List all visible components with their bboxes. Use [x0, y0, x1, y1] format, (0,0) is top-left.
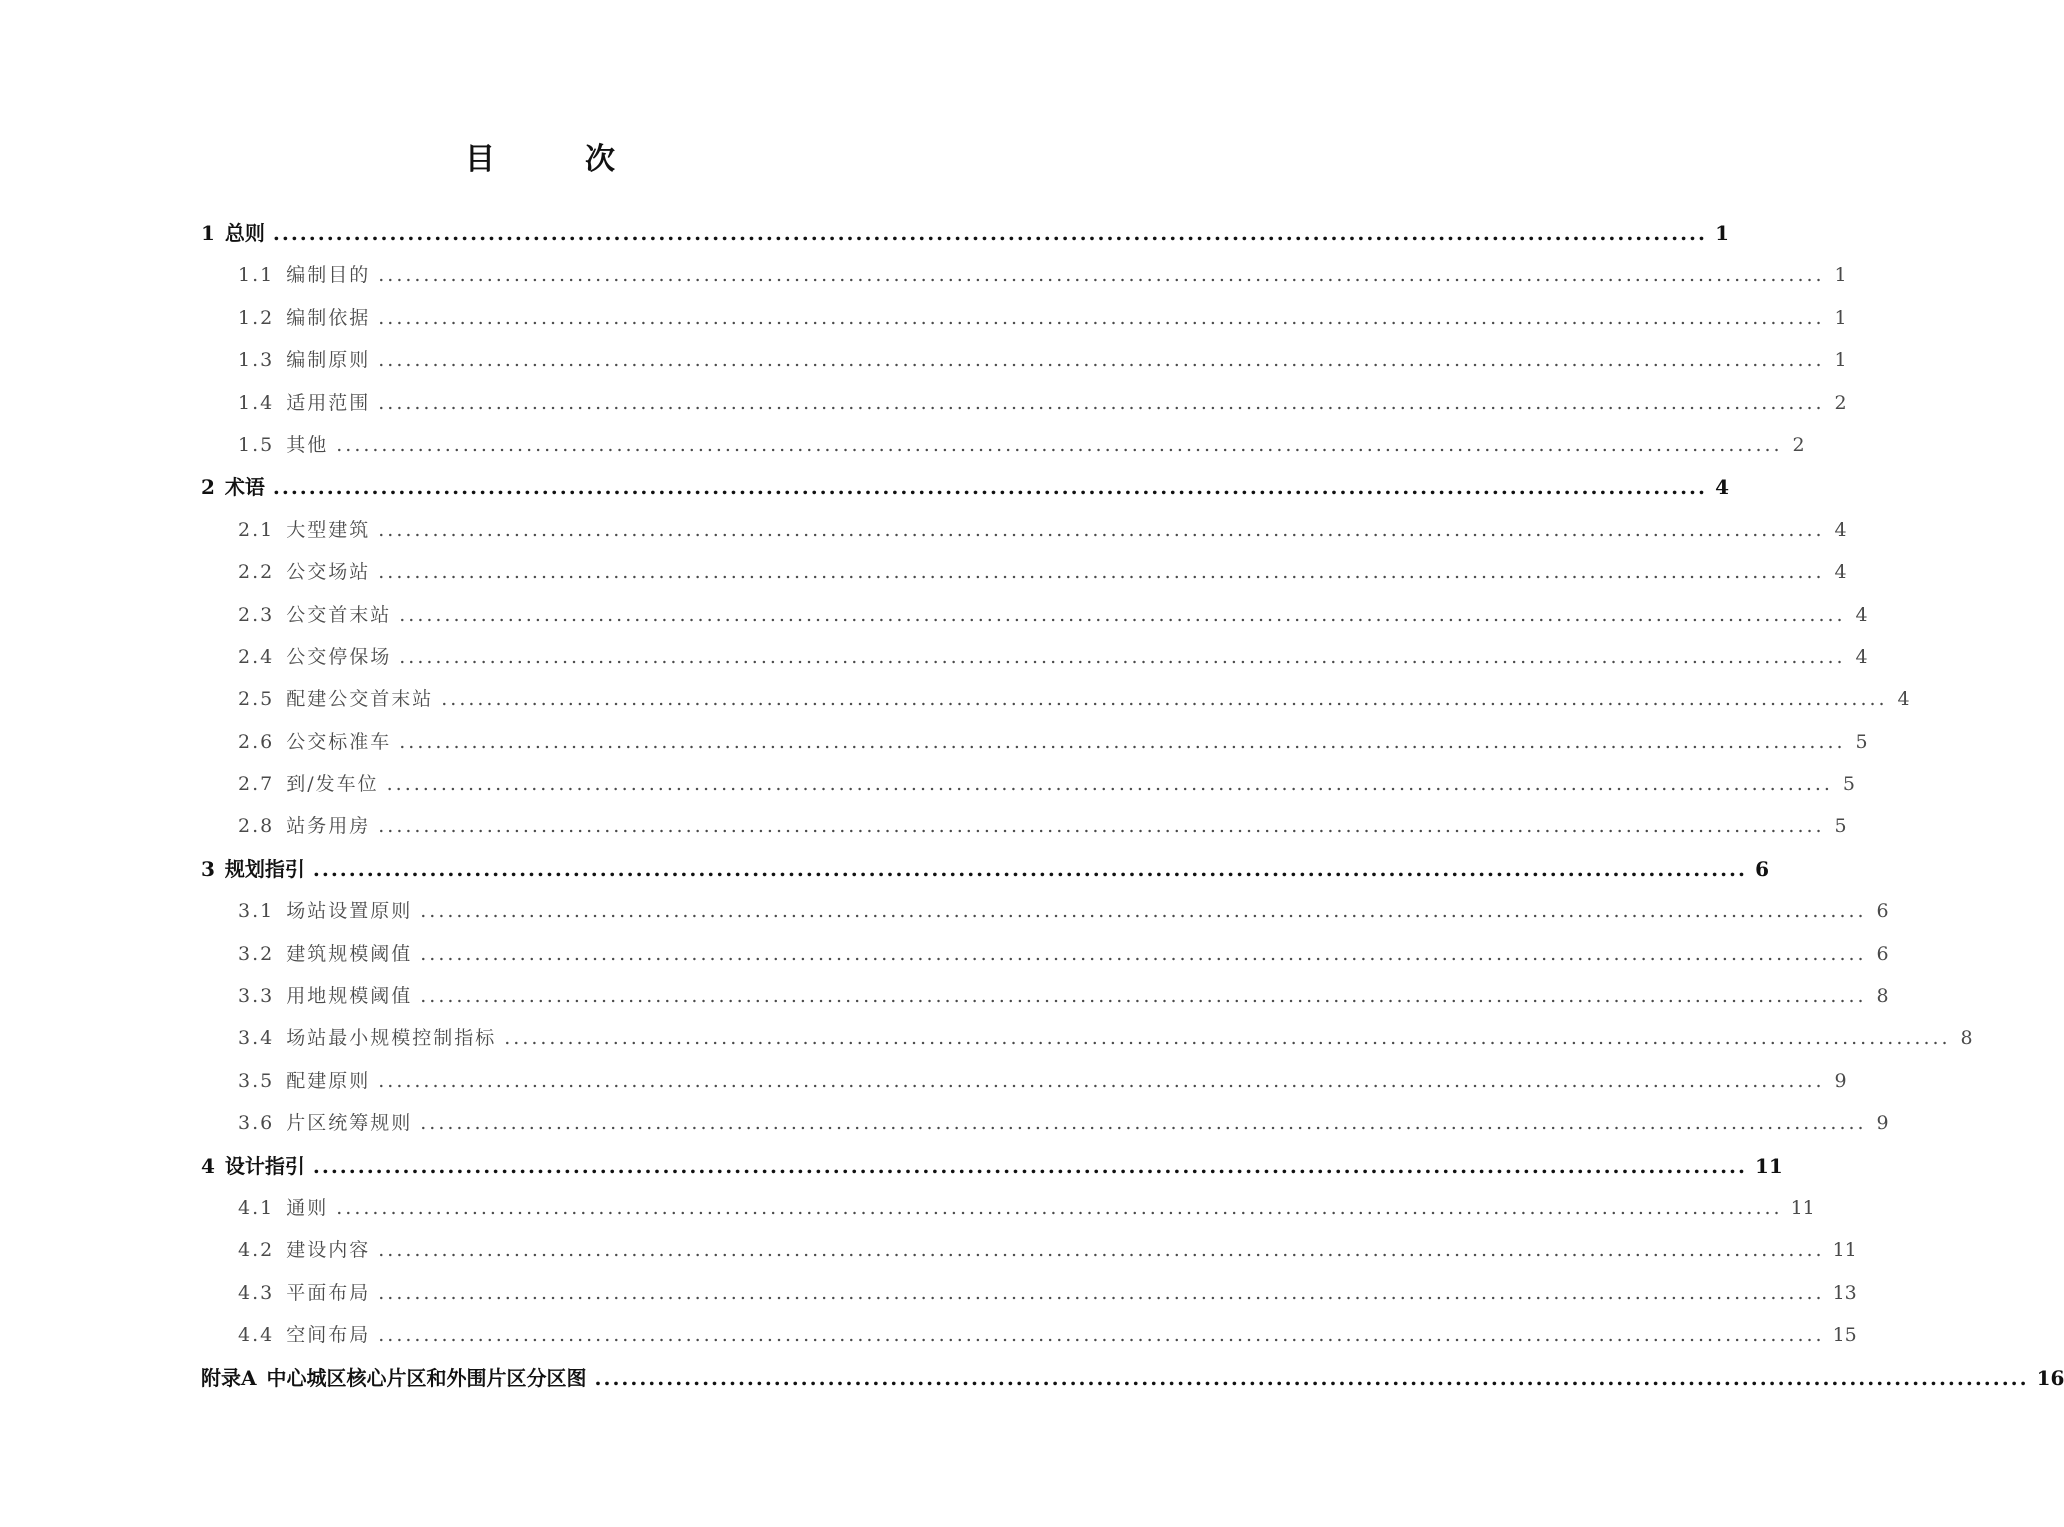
toc-section-entry[interactable] [201, 1017, 1973, 1059]
toc-section-entry[interactable] [201, 1229, 1857, 1271]
toc-section-entry[interactable] [201, 297, 1847, 339]
toc-entry-title: 大型建筑 [286, 518, 371, 541]
toc-entry-page-number: 4 [1855, 645, 1868, 668]
toc-entry-title: 总则 [224, 221, 265, 245]
toc-dot-leader: ................................................................................................................................................................ [378, 518, 1825, 541]
toc-section-entry[interactable] [201, 382, 1847, 424]
toc-dot-leader: ................................................................................................................................................................ [378, 815, 1825, 838]
toc-entry-title: 到/发车位 [286, 773, 379, 796]
toc-entry-title: 公交场站 [286, 561, 371, 584]
toc-section-entry[interactable] [201, 1314, 1857, 1356]
toc-section-entry[interactable] [201, 1187, 1815, 1229]
toc-entry-page-number: 4 [1834, 518, 1847, 541]
toc-entry-number: 2.7 [238, 773, 275, 796]
toc-entry-page-number: 11 [1790, 1196, 1815, 1219]
toc-entry-number: 4 [201, 1153, 215, 1178]
toc-entry-title: 其他 [286, 433, 329, 456]
toc-entry-page-number: 11 [1754, 1153, 1783, 1178]
toc-entry-page-number: 4 [1834, 561, 1847, 584]
toc-entry-number: 2.5 [238, 688, 275, 711]
toc-entry-page-number: 2 [1792, 433, 1805, 456]
toc-chapter-entry[interactable] [201, 1357, 2064, 1399]
toc-entry-page-number: 11 [1832, 1239, 1857, 1262]
toc-section-entry[interactable] [201, 763, 1855, 805]
toc-entry-title: 设计指引 [224, 1153, 305, 1178]
toc-entry-number: 1 [201, 221, 215, 245]
toc-entry-page-number: 6 [1755, 856, 1769, 881]
toc-entry-title: 规划指引 [224, 856, 305, 881]
toc-entry-title: 编制依据 [286, 306, 371, 329]
toc-entry-number: 3 [201, 856, 215, 881]
toc-entry-number: 2.4 [238, 645, 275, 668]
toc-entry-number: 3.1 [238, 900, 275, 923]
toc-section-entry[interactable] [201, 594, 1868, 636]
toc-dot-leader: ................................................................................................................................................................ [378, 1281, 1825, 1304]
toc-entry-page-number: 5 [1855, 730, 1868, 753]
toc-dot-leader: ................................................................................................................................................................ [336, 1196, 1783, 1219]
toc-entry-number: 1.4 [238, 391, 275, 414]
toc-entry-number: 3.3 [238, 985, 275, 1008]
toc-dot-leader: ................................................................................................................................................................ [399, 603, 1846, 626]
toc-dot-leader: ................................................................................................................................................................ [378, 1069, 1825, 1092]
toc-entry-page-number: 5 [1842, 773, 1855, 796]
toc-dot-leader: ................................................................................................................................................................ [378, 1239, 1825, 1262]
toc-entry-page-number: 4 [1897, 688, 1910, 711]
toc-entry-title: 空间布局 [286, 1324, 371, 1347]
toc-entry-number: 3.4 [238, 1027, 275, 1050]
toc-dot-leader: ................................................................................................................................................................ [399, 645, 1846, 668]
toc-dot-leader: ................................................................................................................................................................ [420, 900, 1867, 923]
toc-dot-leader: ................................................................................................................................................................ [378, 1324, 1825, 1347]
toc-entry-number: 1.1 [238, 264, 275, 287]
table-of-contents [201, 212, 2064, 1399]
toc-entry-title: 公交标准车 [286, 730, 392, 753]
toc-entry-page-number: 1 [1715, 221, 1729, 245]
toc-dot-leader: ................................................................................................................................................................ [420, 1112, 1867, 1135]
toc-entry-page-number: 6 [1876, 942, 1889, 965]
toc-entry-number: 3.2 [238, 942, 275, 965]
toc-entry-number: 2.6 [238, 730, 275, 753]
toc-entry-number: 2.1 [238, 518, 275, 541]
toc-entry-title: 配建原则 [286, 1069, 371, 1092]
toc-dot-leader: ................................................................................................................................................................ [378, 561, 1825, 584]
toc-entry-title: 建筑规模阈值 [286, 942, 413, 965]
toc-entry-number: 4.1 [238, 1196, 275, 1219]
toc-entry-number: 1.5 [238, 433, 275, 456]
toc-section-entry[interactable] [201, 975, 1889, 1017]
toc-entry-page-number: 9 [1876, 1112, 1889, 1135]
toc-entry-title: 中心城区核心片区和外围片区分区图 [266, 1365, 587, 1390]
toc-dot-leader: ................................................................................................................................................................ [378, 391, 1825, 414]
toc-entry-number: 1.2 [238, 306, 275, 329]
toc-entry-page-number: 6 [1876, 900, 1889, 923]
toc-entry-page-number: 1 [1834, 306, 1847, 329]
toc-entry-page-number: 8 [1876, 985, 1889, 1008]
toc-entry-title: 建设内容 [286, 1239, 371, 1262]
toc-entry-page-number: 5 [1834, 815, 1847, 838]
toc-section-entry[interactable] [201, 890, 1889, 932]
toc-entry-number: 2 [201, 475, 215, 500]
toc-entry-number: 3.5 [238, 1069, 275, 1092]
toc-dot-leader: ................................................................................................................................................................ [399, 730, 1846, 753]
toc-entry-number: 4.2 [238, 1239, 275, 1262]
toc-dot-leader: ................................................................................................................................................................ [420, 942, 1867, 965]
toc-entry-number: 4.3 [238, 1281, 275, 1304]
toc-section-entry[interactable] [201, 721, 1868, 763]
toc-entry-title: 编制目的 [286, 264, 371, 287]
toc-entry-title: 编制原则 [286, 349, 371, 372]
toc-dot-leader: ................................................................................................................................................................ [504, 1027, 1951, 1050]
toc-entry-page-number: 15 [1832, 1324, 1857, 1347]
toc-dot-leader: ................................................................................................................................................................ [420, 985, 1867, 1008]
toc-entry-title: 公交首末站 [286, 603, 392, 626]
toc-entry-title: 场站设置原则 [286, 900, 413, 923]
toc-entry-title: 通则 [286, 1196, 329, 1219]
toc-dot-leader: ................................................................................................................................................................ [594, 1365, 2029, 1390]
toc-entry-number: 2.8 [238, 815, 275, 838]
toc-entry-number: 4.4 [238, 1324, 275, 1347]
toc-dot-leader: ................................................................................................................................................................ [378, 306, 1825, 329]
toc-entry-page-number: 13 [1832, 1281, 1857, 1304]
toc-chapter-entry[interactable] [201, 466, 1729, 508]
toc-entry-title: 站务用房 [286, 815, 371, 838]
toc-section-entry[interactable] [201, 509, 1847, 551]
toc-dot-leader: ................................................................................................................................................................ [386, 773, 1833, 796]
toc-entry-title: 场站最小规模控制指标 [286, 1027, 497, 1050]
toc-dot-leader: ................................................................................................................................................................ [272, 475, 1707, 500]
toc-section-entry[interactable] [201, 1060, 1847, 1102]
toc-dot-leader: ................................................................................................................................................................ [336, 433, 1783, 456]
toc-entry-title: 适用范围 [286, 391, 371, 414]
toc-entry-title: 用地规模阈值 [286, 985, 413, 1008]
toc-entry-title: 片区统筹规则 [286, 1112, 413, 1135]
toc-entry-page-number: 4 [1715, 475, 1729, 500]
toc-entry-page-number: 4 [1855, 603, 1868, 626]
toc-entry-number: 附录A [201, 1365, 257, 1390]
toc-entry-title: 术语 [224, 475, 265, 500]
toc-entry-page-number: 16 [2036, 1365, 2064, 1390]
toc-entry-title: 公交停保场 [286, 645, 392, 668]
toc-section-entry[interactable] [201, 339, 1847, 381]
toc-entry-number: 1.3 [238, 349, 275, 372]
toc-entry-number: 2.2 [238, 561, 275, 584]
toc-section-entry[interactable] [201, 254, 1847, 296]
page-title: 目 次 [465, 142, 645, 177]
toc-section-entry[interactable] [201, 1102, 1889, 1144]
toc-section-entry[interactable] [201, 636, 1868, 678]
toc-entry-page-number: 1 [1834, 264, 1847, 287]
toc-entry-number: 3.6 [238, 1112, 275, 1135]
toc-section-entry[interactable] [201, 1272, 1857, 1314]
toc-entry-page-number: 1 [1834, 349, 1847, 372]
toc-dot-leader: ................................................................................................................................................................ [378, 349, 1825, 372]
toc-dot-leader: ................................................................................................................................................................ [312, 856, 1747, 881]
toc-section-entry[interactable] [201, 678, 1910, 720]
toc-entry-number: 2.3 [238, 603, 275, 626]
toc-chapter-entry[interactable] [201, 212, 1729, 254]
toc-dot-leader: ................................................................................................................................................................ [272, 221, 1707, 245]
toc-entry-title: 配建公交首末站 [286, 688, 434, 711]
toc-chapter-entry[interactable] [201, 848, 1769, 890]
toc-dot-leader: ................................................................................................................................................................ [441, 688, 1888, 711]
toc-entry-page-number: 9 [1834, 1069, 1847, 1092]
toc-entry-page-number: 8 [1960, 1027, 1973, 1050]
toc-section-entry[interactable] [201, 805, 1847, 847]
toc-section-entry[interactable] [201, 551, 1847, 593]
toc-section-entry[interactable] [201, 424, 1805, 466]
toc-chapter-entry[interactable] [201, 1145, 1783, 1187]
toc-entry-title: 平面布局 [286, 1281, 371, 1304]
toc-dot-leader: ................................................................................................................................................................ [312, 1153, 1747, 1178]
toc-entry-page-number: 2 [1834, 391, 1847, 414]
toc-section-entry[interactable] [201, 933, 1889, 975]
toc-dot-leader: ................................................................................................................................................................ [378, 264, 1825, 287]
